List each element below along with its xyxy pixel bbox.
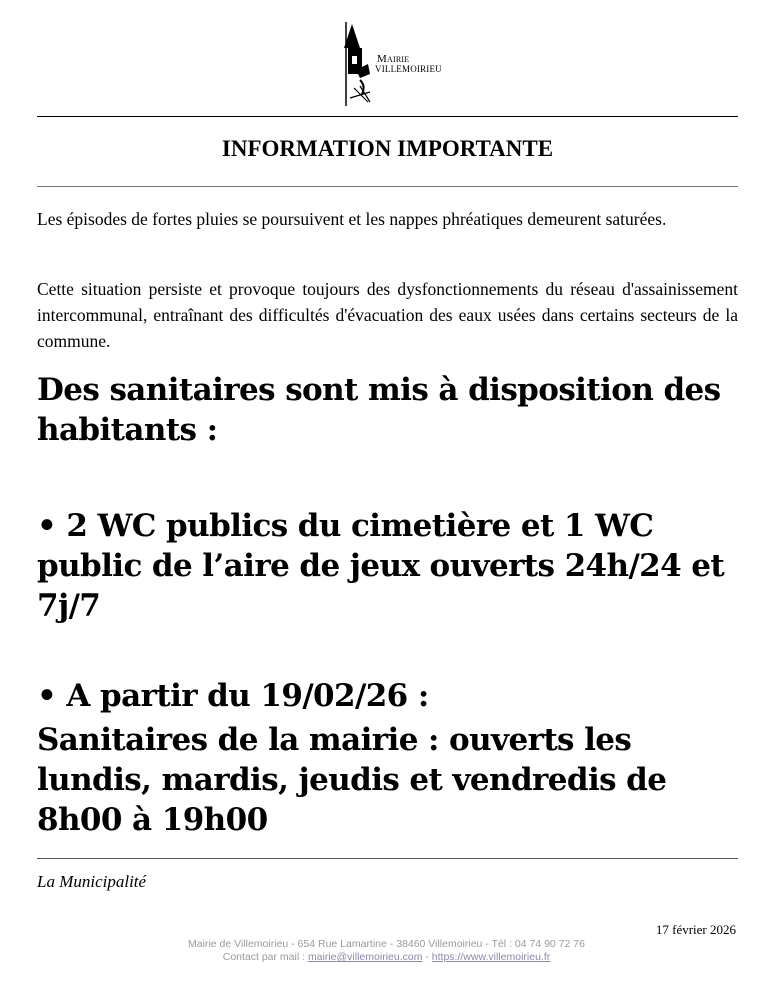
mairie-logo <box>330 18 450 110</box>
intro-paragraph: Les épisodes de fortes pluies se poursuivent et les nappes phréatiques demeurent saturées. <box>37 209 667 229</box>
signature: La Municipalité <box>37 872 147 891</box>
email-link[interactable]: mairie@villemoirieu.com <box>307 951 423 963</box>
bullet-public-wc: • 2 WC publics du cimetière et 1 WC public de l’aire de jeux ouverts 24h/24 et 7j/7 <box>37 508 725 624</box>
headline: Des sanitaires sont mis à disposition des habitants : <box>37 372 721 448</box>
website-link[interactable]: https://www.villemoirieu.fr <box>431 951 551 963</box>
footer-address: Mairie de Villemoirieu - 654 Rue Lamartine - 38460 Villemoirieu - Tél : 04 74 90 72 76 <box>188 938 585 950</box>
notice-title: INFORMATION IMPORTANTE <box>221 136 554 161</box>
footer-separator: - <box>422 951 432 963</box>
title-divider <box>37 186 738 187</box>
bottom-divider <box>37 858 738 859</box>
document-date: 17 février 2026 <box>655 922 736 937</box>
bullet-date: • A partir du 19/02/26 : <box>37 678 429 714</box>
bullet-mairie-hours: Sanitaires de la mairie : ouverts les lundis, mardis, jeudis et vendredis de 8h00 à 19h00 <box>37 722 667 838</box>
situation-paragraph: Cette situation persiste et provoque toujours des dysfonctionnements du réseau d'assainissement intercommunal, entraînant des difficultés d'évacuation des eaux usées dans certains secteurs de la commune. <box>37 279 738 351</box>
footer-contact <box>0 951 773 964</box>
logo-mairie-text: Mairie <box>377 53 410 65</box>
footer-contact-label: Contact par mail : <box>222 951 308 963</box>
logo-commune-text: VILLEMOIRIEU <box>375 64 442 74</box>
footer <box>0 938 773 964</box>
top-divider <box>37 116 738 117</box>
